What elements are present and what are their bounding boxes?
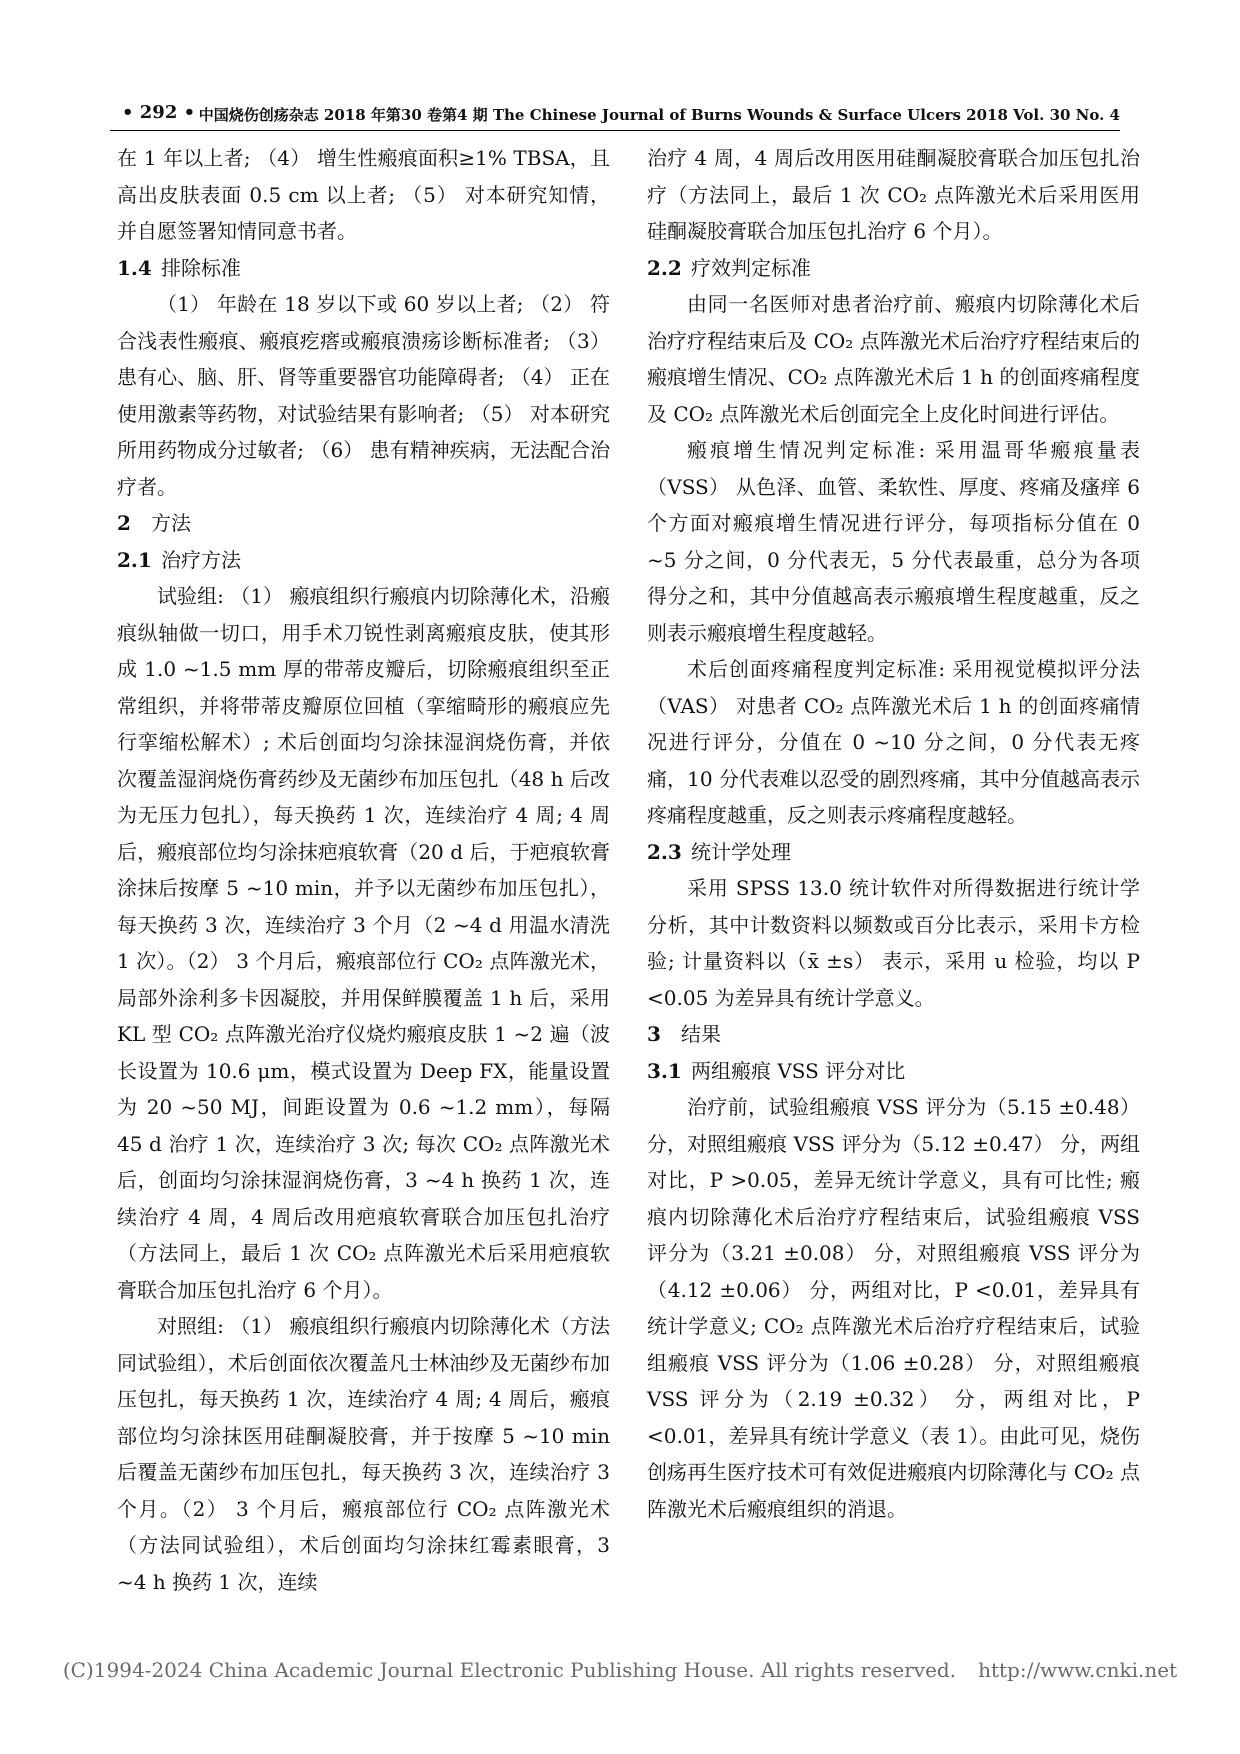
running-header (110, 100, 1120, 131)
section-number: 2 (117, 511, 131, 535)
copyright-footer (0, 1658, 1240, 1682)
heading-3-1 (647, 1053, 1140, 1090)
copyright-text: (C)1994-2024 China Academic Journal Electronic Publishing House. All rights reserved. (62, 1658, 957, 1682)
section-number: 2.2 (647, 255, 682, 280)
right-column (647, 140, 1140, 1527)
section-number: 1.4 (117, 255, 152, 280)
journal-info: 中国烧伤创疡杂志 2018 年第30 卷第4 期 The Chinese Journal of Burns Wounds & Surface Ulcers 2018 Vol. 30 No. 4 (198, 106, 1120, 124)
paragraph-continued-left: 在 1 年以上者; （4） 增生性瘢痕面积≥1% TBSA，且高出皮肤表面 0.5 cm 以上者; （5） 对本研究知情，并自愿签署知情同意书者。 (117, 146, 610, 243)
paragraph-results: 治疗前，试验组瘢痕 VSS 评分为（5.15 ±0.48） 分，对照组瘢痕 VSS 评分为（5.12 ±0.47） 分，两组对比，P >0.05，差异无统计学意义，具有可比性; 瘢痕内切除薄化术后治疗疗程结束后，试验组瘢痕 VSS 评分为（3.21 ±0.08） 分，对照组瘢痕 VSS 评分为（4.12 ±0.06） 分，两组对比，P <0.01，差异具有统计学意义; CO₂ 点阵激光术后治疗疗程结束后，试验组瘢痕 VSS 评分为（1.06 ±0.28） 分，对照组瘢痕 VSS 评分为（2.19 ±0.32） 分，两组对比，P <0.01，差异具有统计学意义（表 1）。由此可见，烧伤创疡再生医疗技术可有效促进瘢痕内切除薄化与 CO₂ 点阵激光术后瘢痕组织的消退。 (647, 1095, 1140, 1521)
paragraph-statistics: 采用 SPSS 13.0 统计软件对所得数据进行统计学分析，其中计数资料以频数或百分比表示，采用卡方检验; 计量资料以（x̄ ±s） 表示，采用 u 检验，均以 P <0.05 为差异具有统计学意义。 (647, 876, 1140, 1010)
page-number: • 292 • (122, 102, 196, 123)
section-number: 2.3 (647, 839, 682, 864)
section-number: 3.1 (647, 1058, 682, 1083)
heading-2-3 (647, 834, 1140, 871)
section-title: 疗效判定标准 (691, 255, 811, 280)
section-title: 治疗方法 (161, 547, 241, 572)
paragraph-trial-group: 试验组: （1） 瘢痕组织行瘢痕内切除薄化术，沿瘢痕纵轴做一切口，用手术刀锐性剥离瘢痕皮肤，使其形成 1.0 ~1.5 mm 厚的带蒂皮瓣后，切除瘢痕组织至正常组织，并将带蒂皮瓣原位回植（挛缩畸形的瘢痕应先行挛缩松解术）; 术后创面均匀涂抹湿润烧伤膏，并依次覆盖湿润烧伤膏药纱及无菌纱布加压包扎（48 h 后改为无压力包扎），每天换药 1 次，连续治疗 4 周; 4 周后，瘢痕部位均匀涂抹疤痕软膏（20 d 后，于疤痕软膏涂抹后按摩 5 ~10 min，并予以无菌纱布加压包扎），每天换药 3 次，连续治疗 3 个月（2 ~4 d 用温水清洗 1 次）。（2） 3 个月后，瘢痕部位行 CO₂ 点阵激光术，局部外涂利多卡因凝胶，并用保鲜膜覆盖 1 h 后，采用 KL 型 CO₂ 点阵激光治疗仪烧灼瘢痕皮肤 1 ~2 遍（波长设置为 10.6 μm，模式设置为 Deep FX，能量设置为 20 ~50 MJ，间距设置为 0.6 ~1.2 mm），每隔 45 d 治疗 1 次，连续治疗 3 次; 每次 CO₂ 点阵激光术后，创面均匀涂抹湿润烧伤膏，3 ~4 h 换药 1 次，连续治疗 4 周，4 周后改用疤痕软膏联合加压包扎治疗（方法同上，最后 1 次 CO₂ 点阵激光术后采用疤痕软膏联合加压包扎治疗 6 个月）。 (117, 584, 610, 1302)
paragraph-continued-right: 治疗 4 周，4 周后改用医用硅酮凝胶膏联合加压包扎治疗（方法同上，最后 1 次 CO₂ 点阵激光术后采用医用硅酮凝胶膏联合加压包扎治疗 6 个月）。 (647, 146, 1140, 243)
paragraph-control-group: 对照组: （1） 瘢痕组织行瘢痕内切除薄化术（方法同试验组），术后创面依次覆盖凡士林油纱及无菌纱布加压包扎，每天换药 1 次，连续治疗 4 周; 4 周后，瘢痕部位均匀涂抹医用硅酮凝胶膏，并于按摩 5 ~10 min 后覆盖无菌纱布加压包扎，每天换药 3 次，连续治疗 3 个月。（2） 3 个月后，瘢痕部位行 CO₂ 点阵激光术（方法同试验组），术后创面均匀涂抹红霉素眼膏，3 ~4 h 换药 1 次，连续 (117, 1314, 610, 1594)
section-title: 结果 (681, 1022, 721, 1046)
section-number: 3 (647, 1022, 661, 1046)
section-title: 两组瘢痕 VSS 评分对比 (691, 1058, 906, 1083)
heading-1-4 (117, 250, 610, 287)
left-column (117, 140, 610, 1600)
paragraph-evaluation: 由同一名医师对患者治疗前、瘢痕内切除薄化术后治疗疗程结束后及 CO₂ 点阵激光术后治疗疗程结束后的瘢痕增生情况、CO₂ 点阵激光术后 1 h 的创面疼痛程度及 CO₂ 点阵激光术后创面完全上皮化时间进行评估。 (647, 292, 1140, 426)
footer-url[interactable]: http://www.cnki.net (978, 1658, 1178, 1682)
paragraph-vss-criteria: 瘢痕增生情况判定标准: 采用温哥华瘢痕量表（VSS） 从色泽、血管、柔软性、厚度、疼痛及瘙痒 6 个方面对瘢痕增生情况进行评分，每项指标分值在 0 ~5 分之间，0 分代表无，5 分代表最重，总分为各项得分之和，其中分值越高表示瘢痕增生程度越重，反之则表示瘢痕增生程度越轻。 (647, 438, 1140, 645)
paragraph-exclusion: （1） 年龄在 18 岁以下或 60 岁以上者; （2） 符合浅表性瘢痕、瘢痕疙瘩或瘢痕溃疡诊断标准者; （3） 患有心、脑、肝、肾等重要器官功能障碍者; （4） 正在使用激素等药物，对试验结果有影响者; （5） 对本研究所用药物成分过敏者; （6） 患有精神疾病，无法配合治疗者。 (117, 292, 610, 499)
heading-3 (647, 1016, 1140, 1053)
section-title: 统计学处理 (691, 839, 791, 864)
section-number: 2.1 (117, 547, 152, 572)
heading-2 (117, 505, 610, 542)
heading-2-1 (117, 542, 610, 579)
section-title: 排除标准 (161, 255, 241, 280)
heading-2-2 (647, 250, 1140, 287)
section-title: 方法 (151, 511, 191, 535)
paragraph-vas-criteria: 术后创面疼痛程度判定标准: 采用视觉模拟评分法（VAS） 对患者 CO₂ 点阵激光术后 1 h 的创面疼痛情况进行评分，分值在 0 ~10 分之间，0 分代表无疼痛，10 分代表难以忍受的剧烈疼痛，其中分值越高表示疼痛程度越重，反之则表示疼痛程度越轻。 (647, 657, 1140, 827)
